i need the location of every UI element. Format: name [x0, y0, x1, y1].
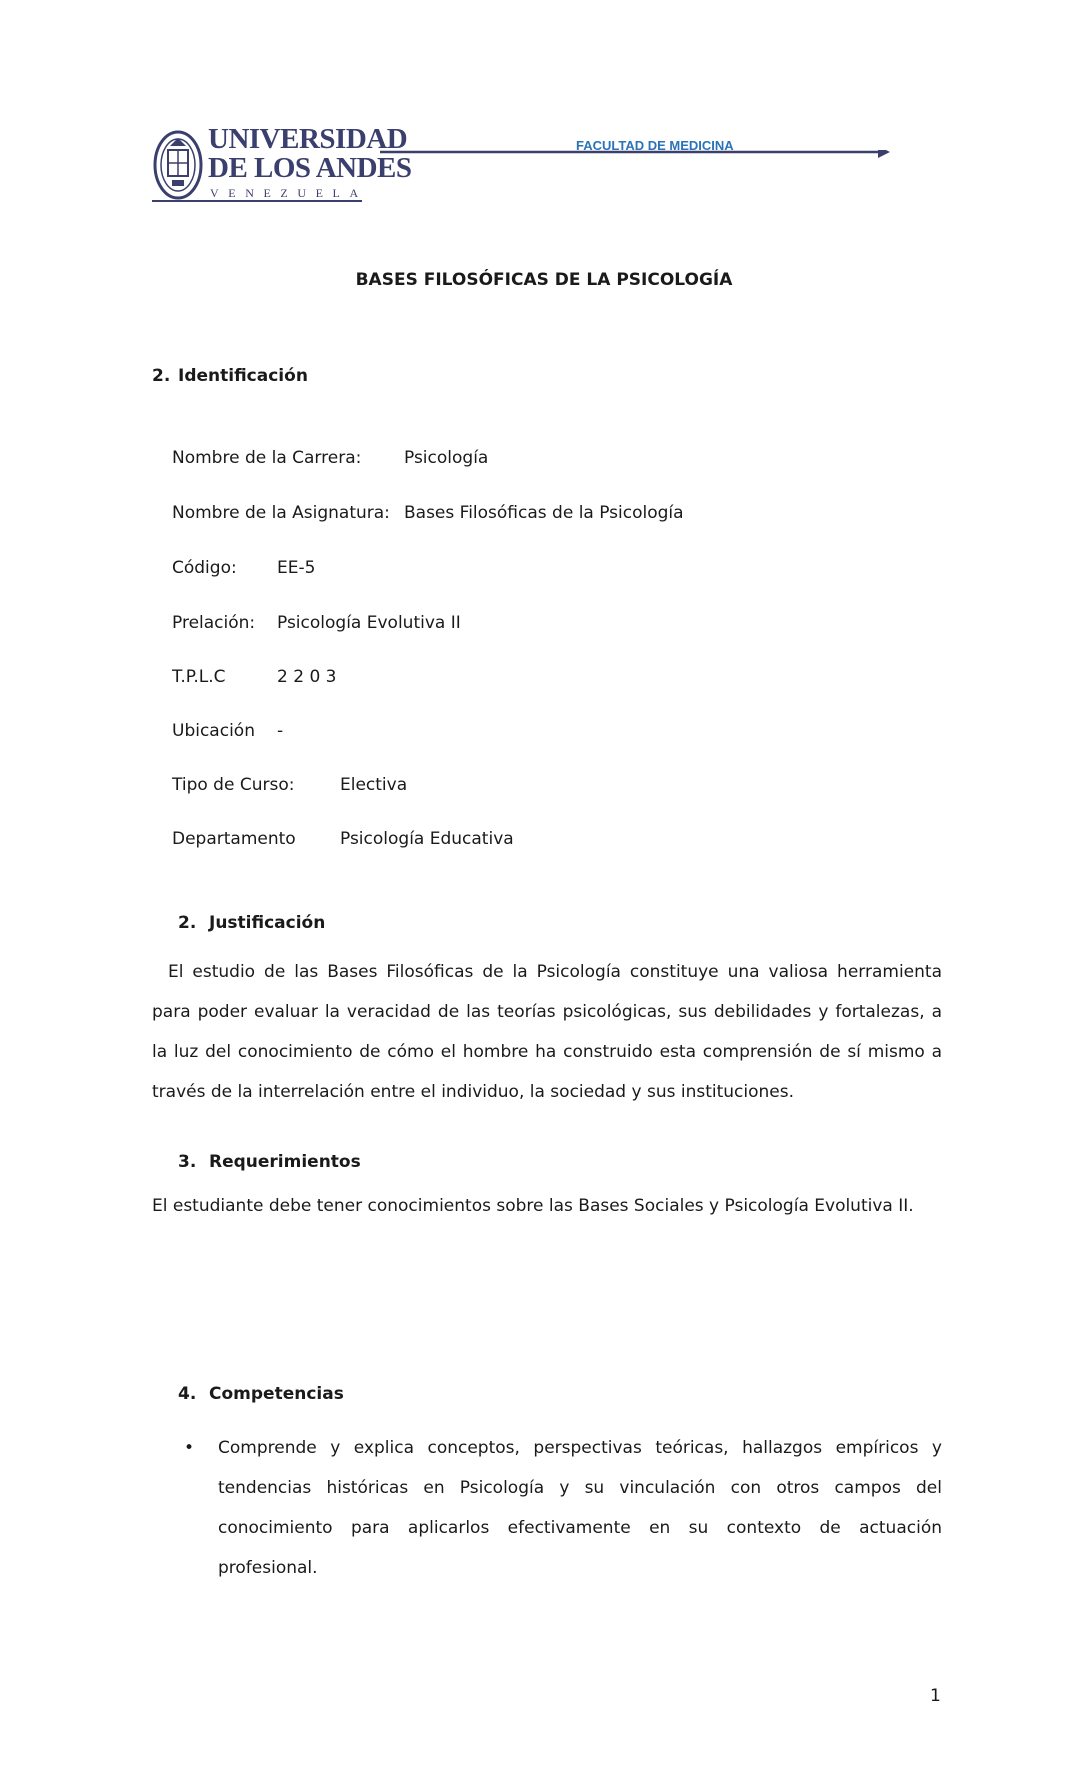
identificacion-heading-number: 2.	[152, 366, 171, 386]
justificacion-paragraph: El estudio de las Bases Filosóficas de la Psicología constituye una valiosa herramienta para poder evaluar la veracidad de las teorías psicológicas, sus debilidades y fortalezas, a la luz del conocimiento de cómo el hombre ha construido esta comprensión de sí mismo a través de la interrelación entre el individuo, la sociedad y sus instituciones.	[152, 962, 942, 1102]
row-label-ubicacion: Ubicación	[172, 721, 255, 741]
row-value-asignatura: Bases Filosóficas de la Psicología	[404, 503, 684, 523]
competencias-heading-number: 4.	[178, 1384, 197, 1404]
competencias-heading: Competencias	[209, 1384, 344, 1404]
document-title: BASES FILOSÓFICAS DE LA PSICOLOGÍA	[355, 270, 733, 290]
row-value-carrera: Psicología	[404, 448, 489, 468]
competencias-item: Comprende y explica conceptos, perspectivas teóricas, hallazgos empíricos y tendencias históricas en Psicología y su vinculación con otros campos del conocimiento para aplicarlos efectivamente en su contexto de actuación profesional.	[218, 1438, 942, 1578]
page-number: 1	[930, 1686, 941, 1706]
requerimientos-heading: Requerimientos	[209, 1152, 361, 1172]
row-value-tplc: 2 2 0 3	[277, 667, 337, 687]
requerimientos-paragraph: El estudiante debe tener conocimientos sobre las Bases Sociales y Psicología Evolutiva II.	[152, 1196, 914, 1216]
row-value-tipo-curso: Electiva	[340, 775, 408, 795]
university-seal-icon	[152, 128, 204, 202]
row-value-codigo: EE-5	[277, 558, 316, 578]
logo-line-3: VENEZUELA	[210, 186, 368, 200]
faculty-name: FACULTAD DE MEDICINA	[576, 138, 734, 153]
row-label-departamento: Departamento	[172, 829, 296, 849]
identificacion-heading: Identificación	[178, 366, 308, 386]
justificacion-heading-number: 2.	[178, 913, 197, 933]
logo-underline	[152, 200, 362, 202]
row-label-prelacion: Prelación:	[172, 613, 256, 633]
row-label-carrera: Nombre de la Carrera:	[172, 448, 362, 468]
bullet-icon: •	[184, 1438, 195, 1458]
row-label-asignatura: Nombre de la Asignatura:	[172, 503, 390, 523]
row-value-departamento: Psicología Educativa	[340, 829, 514, 849]
row-label-tplc: T.P.L.C	[172, 667, 226, 687]
requerimientos-heading-number: 3.	[178, 1152, 197, 1172]
university-logo	[152, 123, 412, 204]
arrow-line-icon	[380, 150, 892, 170]
row-label-tipo-curso: Tipo de Curso:	[172, 775, 295, 795]
logo-line-2: DE LOS ANDES	[208, 152, 412, 184]
justificacion-heading: Justificación	[209, 913, 326, 933]
faculty-header	[380, 138, 892, 170]
row-value-prelacion: Psicología Evolutiva II	[277, 613, 461, 633]
logo-line-1: UNIVERSIDAD	[208, 123, 408, 155]
row-value-ubicacion: -	[277, 721, 284, 741]
row-label-codigo: Código:	[172, 558, 237, 578]
